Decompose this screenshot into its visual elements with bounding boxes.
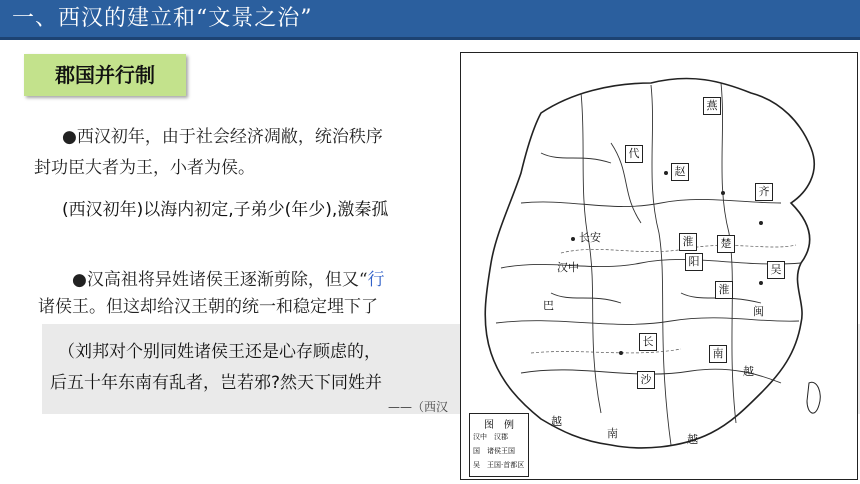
quote2-line1: （刘邦对个别同姓诸侯王还是心存顾虑的， xyxy=(58,342,381,362)
map-label-nan: 南 xyxy=(709,345,727,363)
map-legend xyxy=(469,413,529,477)
paragraph2-line1 xyxy=(72,265,385,290)
quote2-source: ——（西汉 xyxy=(388,400,449,414)
map-label-huai2: 淮 xyxy=(715,281,733,299)
map-label-huai1: 淮 xyxy=(679,233,697,251)
map-label-zhao: 赵 xyxy=(671,163,689,181)
map-label-chang: 长 xyxy=(639,333,657,351)
map-label-wu: 吴 xyxy=(767,261,785,279)
map-text-changan: 长安 xyxy=(579,231,601,244)
paragraph2-line2: 诸侯王。但这却给汉王朝的统一和稳定埋下了 xyxy=(38,297,378,317)
legend-row: 吴 王国·首都区 xyxy=(473,461,525,469)
paragraph1-line1: ●西汉初年，由于社会经济凋敝，统治秩序 xyxy=(62,127,383,147)
map-text-yue1: 越 xyxy=(743,365,754,378)
map-label-yang: 阳 xyxy=(685,253,703,271)
western-han-map xyxy=(460,52,858,480)
map-text-yue3: 越 xyxy=(551,415,562,428)
map-text-ba: 巴 xyxy=(543,299,554,312)
map-label-sha: 沙 xyxy=(637,371,655,389)
section-label-text: 郡国并行制 xyxy=(55,63,155,87)
map-label-yan: 燕 xyxy=(703,97,721,115)
page-title: 一、西汉的建立和“文景之治” xyxy=(12,6,313,31)
legend-title: 图 例 xyxy=(484,420,514,431)
section-label xyxy=(24,54,186,96)
map-text-nan: 南 xyxy=(607,427,618,440)
map-label-chu: 楚 xyxy=(717,235,735,253)
map-text-yue2: 越 xyxy=(687,433,698,446)
map-text-hanzhong: 汉中 xyxy=(557,261,579,274)
quote1-text: (西汉初年)以海内初定,子弟少(年少),激秦孤 xyxy=(62,200,389,220)
legend-row: 国 诸侯王国 xyxy=(473,447,515,455)
quote2-line2: 后五十年东南有乱者，岂若邪?然天下同姓并 xyxy=(50,373,383,393)
map-label-dai: 代 xyxy=(625,145,643,163)
map-text-min: 闽 xyxy=(753,305,764,318)
paragraph1-line2: 封功臣大者为王，小者为侯。 xyxy=(34,158,255,178)
map-label-qi: 齐 xyxy=(755,183,773,201)
paragraph2-highlight: 行 xyxy=(367,270,385,290)
title-bar xyxy=(0,0,860,40)
paragraph2-line1-prefix: ●汉高祖将异姓诸侯王逐渐剪除，但又“ xyxy=(72,270,368,290)
legend-row: 汉中 汉郡 xyxy=(473,433,508,441)
